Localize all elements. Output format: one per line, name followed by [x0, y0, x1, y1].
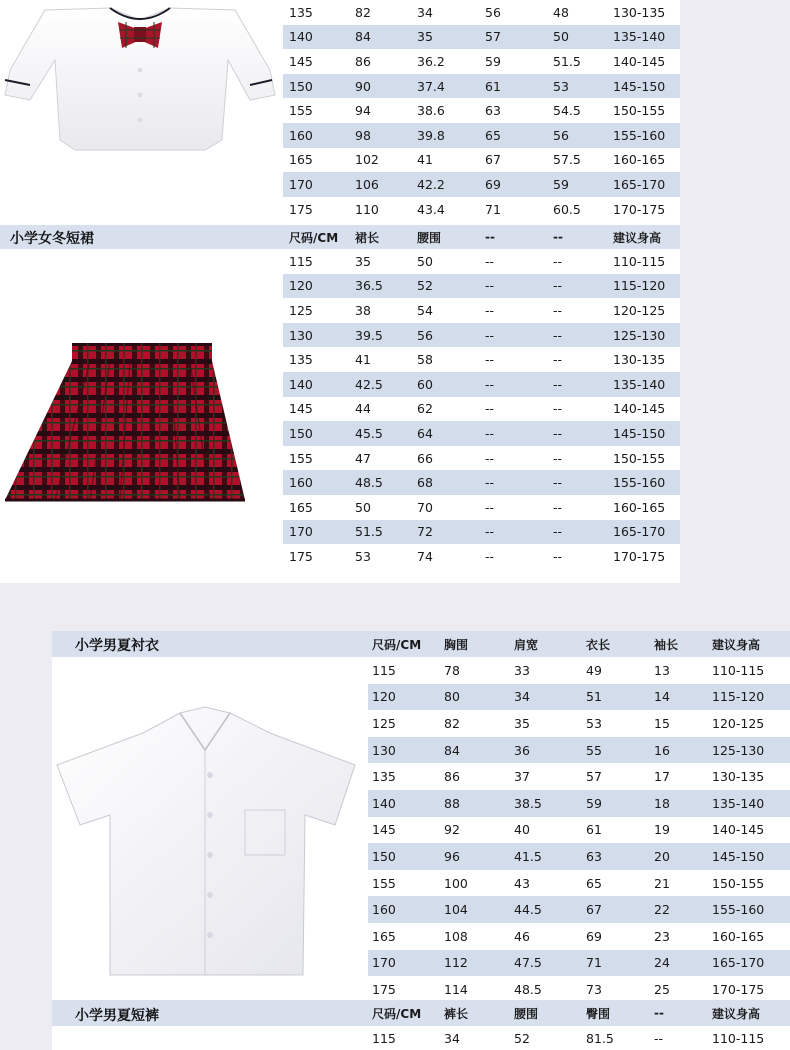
table-cell: 86: [440, 763, 510, 790]
table-cell: 160-165: [609, 148, 680, 173]
table-cell: 135: [283, 347, 351, 372]
table-cell: --: [481, 372, 549, 397]
table-row: [283, 470, 680, 495]
table-cell: 165: [368, 923, 440, 950]
column-header: 臀围: [582, 1000, 650, 1026]
table-cell: 145-150: [609, 74, 680, 99]
table-cell: 50: [549, 25, 609, 50]
table-cell: 35: [510, 710, 582, 737]
table-cell: --: [549, 347, 609, 372]
table-row: [283, 0, 680, 25]
section-title-boy-shirt: 小学男夏衬衣: [75, 638, 159, 654]
table-cell: 165: [283, 148, 351, 173]
table-cell: 59: [549, 172, 609, 197]
right-margin: [680, 0, 790, 583]
table-row: [283, 323, 680, 348]
table-cell: --: [549, 397, 609, 422]
table-cell: 19: [650, 817, 708, 844]
table-cell: --: [481, 520, 549, 545]
table-cell: 130: [368, 737, 440, 764]
table-cell: 47.5: [510, 950, 582, 977]
table-row: [283, 397, 680, 422]
table-cell: --: [481, 544, 549, 569]
table-cell: 150-155: [609, 446, 680, 471]
table-cell: 56: [549, 123, 609, 148]
table-cell: 71: [481, 197, 549, 222]
table-cell: 33: [510, 657, 582, 684]
table-cell: 135-140: [609, 372, 680, 397]
table-row: [368, 710, 790, 737]
table-cell: 81.5: [582, 1026, 650, 1050]
table-cell: 96: [440, 843, 510, 870]
table-cell: 14: [650, 684, 708, 711]
table-cell: 71: [582, 950, 650, 977]
table-cell: 59: [582, 790, 650, 817]
table-cell: 42.2: [413, 172, 481, 197]
table-cell: 130: [283, 323, 351, 348]
table-row: [283, 148, 680, 173]
table-cell: 140: [368, 790, 440, 817]
table-cell: 42.5: [351, 372, 413, 397]
table-cell: 52: [510, 1026, 582, 1050]
table-cell: 51.5: [351, 520, 413, 545]
table-cell: 61: [481, 74, 549, 99]
table-row: [283, 372, 680, 397]
table-cell: 155: [283, 446, 351, 471]
table-row: [368, 790, 790, 817]
table-cell: --: [481, 347, 549, 372]
table-cell: 150: [368, 843, 440, 870]
table-cell: --: [549, 274, 609, 299]
table-cell: 35: [351, 249, 413, 274]
table-cell: 100: [440, 870, 510, 897]
table-row: [368, 923, 790, 950]
table-cell: 69: [481, 172, 549, 197]
table-row: [368, 817, 790, 844]
table-cell: 125-130: [708, 737, 790, 764]
column-header: 尺码/CM: [368, 631, 440, 657]
table-cell: 92: [440, 817, 510, 844]
table-cell: 94: [351, 98, 413, 123]
table-cell: 46: [510, 923, 582, 950]
table-cell: 59: [481, 49, 549, 74]
boy-shorts-size-table: [368, 1000, 790, 1050]
table-cell: 150: [283, 74, 351, 99]
table-cell: 155: [368, 870, 440, 897]
table-row: [283, 49, 680, 74]
table-cell: 170-175: [609, 197, 680, 222]
table-cell: 20: [650, 843, 708, 870]
table-cell: 25: [650, 976, 708, 1003]
table-header-row: [368, 1000, 790, 1026]
table-cell: 175: [283, 544, 351, 569]
table-cell: 145-150: [708, 843, 790, 870]
girl-winter-shirt-size-table: [283, 0, 680, 221]
table-cell: 15: [650, 710, 708, 737]
table-cell: 34: [440, 1026, 510, 1050]
table-cell: 145: [283, 49, 351, 74]
table-cell: 104: [440, 896, 510, 923]
table-cell: 70: [413, 495, 481, 520]
table-cell: 36.2: [413, 49, 481, 74]
table-cell: 90: [351, 74, 413, 99]
skirt-size-table: [283, 225, 680, 569]
table-cell: 175: [283, 197, 351, 222]
table-row: [368, 763, 790, 790]
table-cell: 112: [440, 950, 510, 977]
table-cell: 98: [351, 123, 413, 148]
table-cell: 110-115: [708, 657, 790, 684]
table-cell: 43: [510, 870, 582, 897]
table-cell: 54.5: [549, 98, 609, 123]
table-cell: 74: [413, 544, 481, 569]
table-row: [283, 347, 680, 372]
table-cell: 65: [582, 870, 650, 897]
table-cell: 115-120: [609, 274, 680, 299]
table-cell: 43.4: [413, 197, 481, 222]
table-cell: --: [549, 249, 609, 274]
section-title-skirt: 小学女冬短裙: [10, 231, 94, 247]
column-header: 裤长: [440, 1000, 510, 1026]
table-cell: 115: [368, 657, 440, 684]
table-cell: 125: [283, 298, 351, 323]
table-row: [368, 737, 790, 764]
table-cell: --: [481, 323, 549, 348]
table-cell: 34: [510, 684, 582, 711]
table-cell: 48: [549, 0, 609, 25]
table-cell: --: [481, 249, 549, 274]
table-cell: 45.5: [351, 421, 413, 446]
table-cell: 23: [650, 923, 708, 950]
table-cell: 150: [283, 421, 351, 446]
column-header: 衣长: [582, 631, 650, 657]
table-cell: 110-115: [609, 249, 680, 274]
table-cell: 60: [413, 372, 481, 397]
column-header: 腰围: [510, 1000, 582, 1026]
section-gap: [0, 583, 790, 631]
table-row: [368, 657, 790, 684]
column-header: 尺码/CM: [283, 225, 351, 249]
column-header: 胸围: [440, 631, 510, 657]
table-cell: 120: [283, 274, 351, 299]
table-cell: 165-170: [609, 520, 680, 545]
table-cell: --: [481, 421, 549, 446]
table-cell: 82: [351, 0, 413, 25]
table-cell: 53: [351, 544, 413, 569]
table-row: [368, 870, 790, 897]
column-header: 建议身高: [609, 225, 680, 249]
table-cell: 120-125: [609, 298, 680, 323]
table-cell: 53: [582, 710, 650, 737]
table-cell: 165-170: [708, 950, 790, 977]
table-cell: 60.5: [549, 197, 609, 222]
table-row: [368, 976, 790, 1003]
table-row: [368, 896, 790, 923]
table-cell: 165-170: [609, 172, 680, 197]
table-cell: --: [481, 298, 549, 323]
table-row: [283, 446, 680, 471]
table-row: [283, 495, 680, 520]
table-cell: 110-115: [708, 1026, 790, 1050]
table-cell: 47: [351, 446, 413, 471]
table-cell: 16: [650, 737, 708, 764]
table-cell: 160-165: [609, 495, 680, 520]
table-cell: 52: [413, 274, 481, 299]
table-row: [283, 172, 680, 197]
section-title-boy-shorts: 小学男夏短裤: [75, 1008, 159, 1024]
table-cell: --: [549, 544, 609, 569]
table-cell: 120: [368, 684, 440, 711]
table-header-row: [368, 631, 790, 657]
table-cell: 115: [283, 249, 351, 274]
column-header: 肩宽: [510, 631, 582, 657]
table-cell: 36.5: [351, 274, 413, 299]
table-cell: --: [549, 372, 609, 397]
table-cell: 21: [650, 870, 708, 897]
table-cell: 110: [351, 197, 413, 222]
table-cell: 67: [481, 148, 549, 173]
table-row: [283, 98, 680, 123]
table-cell: 55: [582, 737, 650, 764]
column-header: --: [650, 1000, 708, 1026]
table-cell: 155: [283, 98, 351, 123]
table-cell: 44.5: [510, 896, 582, 923]
table-cell: 50: [413, 249, 481, 274]
table-cell: 69: [582, 923, 650, 950]
table-cell: 73: [582, 976, 650, 1003]
table-cell: 35: [413, 25, 481, 50]
column-header: 袖长: [650, 631, 708, 657]
table-cell: 170: [368, 950, 440, 977]
table-cell: 39.8: [413, 123, 481, 148]
table-cell: 175: [368, 976, 440, 1003]
table-cell: 41: [351, 347, 413, 372]
table-cell: 72: [413, 520, 481, 545]
table-row: [283, 520, 680, 545]
table-cell: 44: [351, 397, 413, 422]
table-cell: 18: [650, 790, 708, 817]
column-header: 建议身高: [708, 631, 790, 657]
table-cell: 160: [368, 896, 440, 923]
table-cell: 82: [440, 710, 510, 737]
table-cell: --: [481, 446, 549, 471]
table-cell: 64: [413, 421, 481, 446]
table-row: [283, 544, 680, 569]
table-row: [368, 1026, 790, 1050]
table-cell: 78: [440, 657, 510, 684]
left-margin: [0, 631, 52, 1050]
table-cell: 84: [351, 25, 413, 50]
table-cell: 61: [582, 817, 650, 844]
column-header: --: [481, 225, 549, 249]
table-cell: 155-160: [708, 896, 790, 923]
table-cell: 41: [413, 148, 481, 173]
column-header: --: [549, 225, 609, 249]
column-header: 裙长: [351, 225, 413, 249]
plaid-skirt-image: [0, 335, 250, 515]
table-row: [283, 123, 680, 148]
table-cell: 86: [351, 49, 413, 74]
table-cell: 63: [582, 843, 650, 870]
table-row: [283, 421, 680, 446]
table-cell: 125-130: [609, 323, 680, 348]
table-cell: 48.5: [510, 976, 582, 1003]
table-cell: 106: [351, 172, 413, 197]
table-cell: 135-140: [609, 25, 680, 50]
table-cell: 13: [650, 657, 708, 684]
table-cell: 38.6: [413, 98, 481, 123]
table-cell: 37.4: [413, 74, 481, 99]
table-cell: --: [549, 520, 609, 545]
table-cell: --: [549, 323, 609, 348]
table-cell: 115: [368, 1026, 440, 1050]
table-cell: 170-175: [708, 976, 790, 1003]
table-cell: 56: [481, 0, 549, 25]
table-cell: 145: [283, 397, 351, 422]
table-cell: 36: [510, 737, 582, 764]
table-cell: 102: [351, 148, 413, 173]
table-cell: 140: [283, 372, 351, 397]
table-cell: --: [549, 421, 609, 446]
table-cell: 51.5: [549, 49, 609, 74]
table-cell: 38: [351, 298, 413, 323]
table-cell: 57: [582, 763, 650, 790]
column-header: 建议身高: [708, 1000, 790, 1026]
table-header-row: [283, 225, 680, 249]
table-cell: 41.5: [510, 843, 582, 870]
table-cell: 57.5: [549, 148, 609, 173]
table-cell: 24: [650, 950, 708, 977]
table-cell: 145-150: [609, 421, 680, 446]
table-cell: 140: [283, 25, 351, 50]
table-cell: 51: [582, 684, 650, 711]
table-cell: 68: [413, 470, 481, 495]
table-cell: 140-145: [708, 817, 790, 844]
table-cell: 62: [413, 397, 481, 422]
table-cell: 37: [510, 763, 582, 790]
table-cell: 22: [650, 896, 708, 923]
table-cell: 58: [413, 347, 481, 372]
table-cell: 114: [440, 976, 510, 1003]
table-cell: --: [481, 397, 549, 422]
table-cell: 34: [413, 0, 481, 25]
table-cell: 80: [440, 684, 510, 711]
table-row: [368, 843, 790, 870]
table-cell: --: [549, 495, 609, 520]
table-cell: --: [481, 495, 549, 520]
table-cell: 84: [440, 737, 510, 764]
table-cell: --: [650, 1026, 708, 1050]
table-cell: 39.5: [351, 323, 413, 348]
boy-summer-shirt-image: [55, 705, 360, 990]
table-cell: 48.5: [351, 470, 413, 495]
table-cell: 135: [368, 763, 440, 790]
table-cell: 170: [283, 520, 351, 545]
table-cell: 135: [283, 0, 351, 25]
table-cell: 155-160: [609, 470, 680, 495]
table-cell: 140-145: [609, 49, 680, 74]
table-cell: 57: [481, 25, 549, 50]
table-cell: 115-120: [708, 684, 790, 711]
table-cell: 160-165: [708, 923, 790, 950]
column-header: 腰围: [413, 225, 481, 249]
table-cell: 63: [481, 98, 549, 123]
table-cell: --: [549, 298, 609, 323]
table-row: [368, 950, 790, 977]
table-cell: 160: [283, 470, 351, 495]
table-cell: --: [549, 470, 609, 495]
table-row: [283, 298, 680, 323]
table-row: [283, 25, 680, 50]
table-cell: 108: [440, 923, 510, 950]
table-cell: 54: [413, 298, 481, 323]
table-cell: --: [481, 274, 549, 299]
table-cell: 66: [413, 446, 481, 471]
table-cell: 125: [368, 710, 440, 737]
table-cell: 120-125: [708, 710, 790, 737]
table-row: [368, 684, 790, 711]
table-cell: 170: [283, 172, 351, 197]
table-cell: 145: [368, 817, 440, 844]
boy-shirt-size-table: [368, 631, 790, 1003]
table-cell: 40: [510, 817, 582, 844]
table-cell: 56: [413, 323, 481, 348]
table-cell: 17: [650, 763, 708, 790]
table-cell: 49: [582, 657, 650, 684]
table-cell: 140-145: [609, 397, 680, 422]
column-header: 尺码/CM: [368, 1000, 440, 1026]
table-cell: 65: [481, 123, 549, 148]
table-row: [283, 197, 680, 222]
table-cell: 130-135: [609, 347, 680, 372]
girl-winter-shirt-image: [0, 0, 280, 175]
table-cell: --: [481, 470, 549, 495]
table-cell: 130-135: [708, 763, 790, 790]
table-row: [283, 249, 680, 274]
table-cell: 88: [440, 790, 510, 817]
table-cell: 50: [351, 495, 413, 520]
table-row: [283, 74, 680, 99]
table-cell: 150-155: [708, 870, 790, 897]
table-cell: 160: [283, 123, 351, 148]
table-cell: 155-160: [609, 123, 680, 148]
table-row: [283, 274, 680, 299]
table-cell: 135-140: [708, 790, 790, 817]
table-cell: --: [549, 446, 609, 471]
table-cell: 67: [582, 896, 650, 923]
table-cell: 130-135: [609, 0, 680, 25]
table-cell: 165: [283, 495, 351, 520]
table-cell: 150-155: [609, 98, 680, 123]
table-cell: 170-175: [609, 544, 680, 569]
table-cell: 38.5: [510, 790, 582, 817]
table-cell: 53: [549, 74, 609, 99]
